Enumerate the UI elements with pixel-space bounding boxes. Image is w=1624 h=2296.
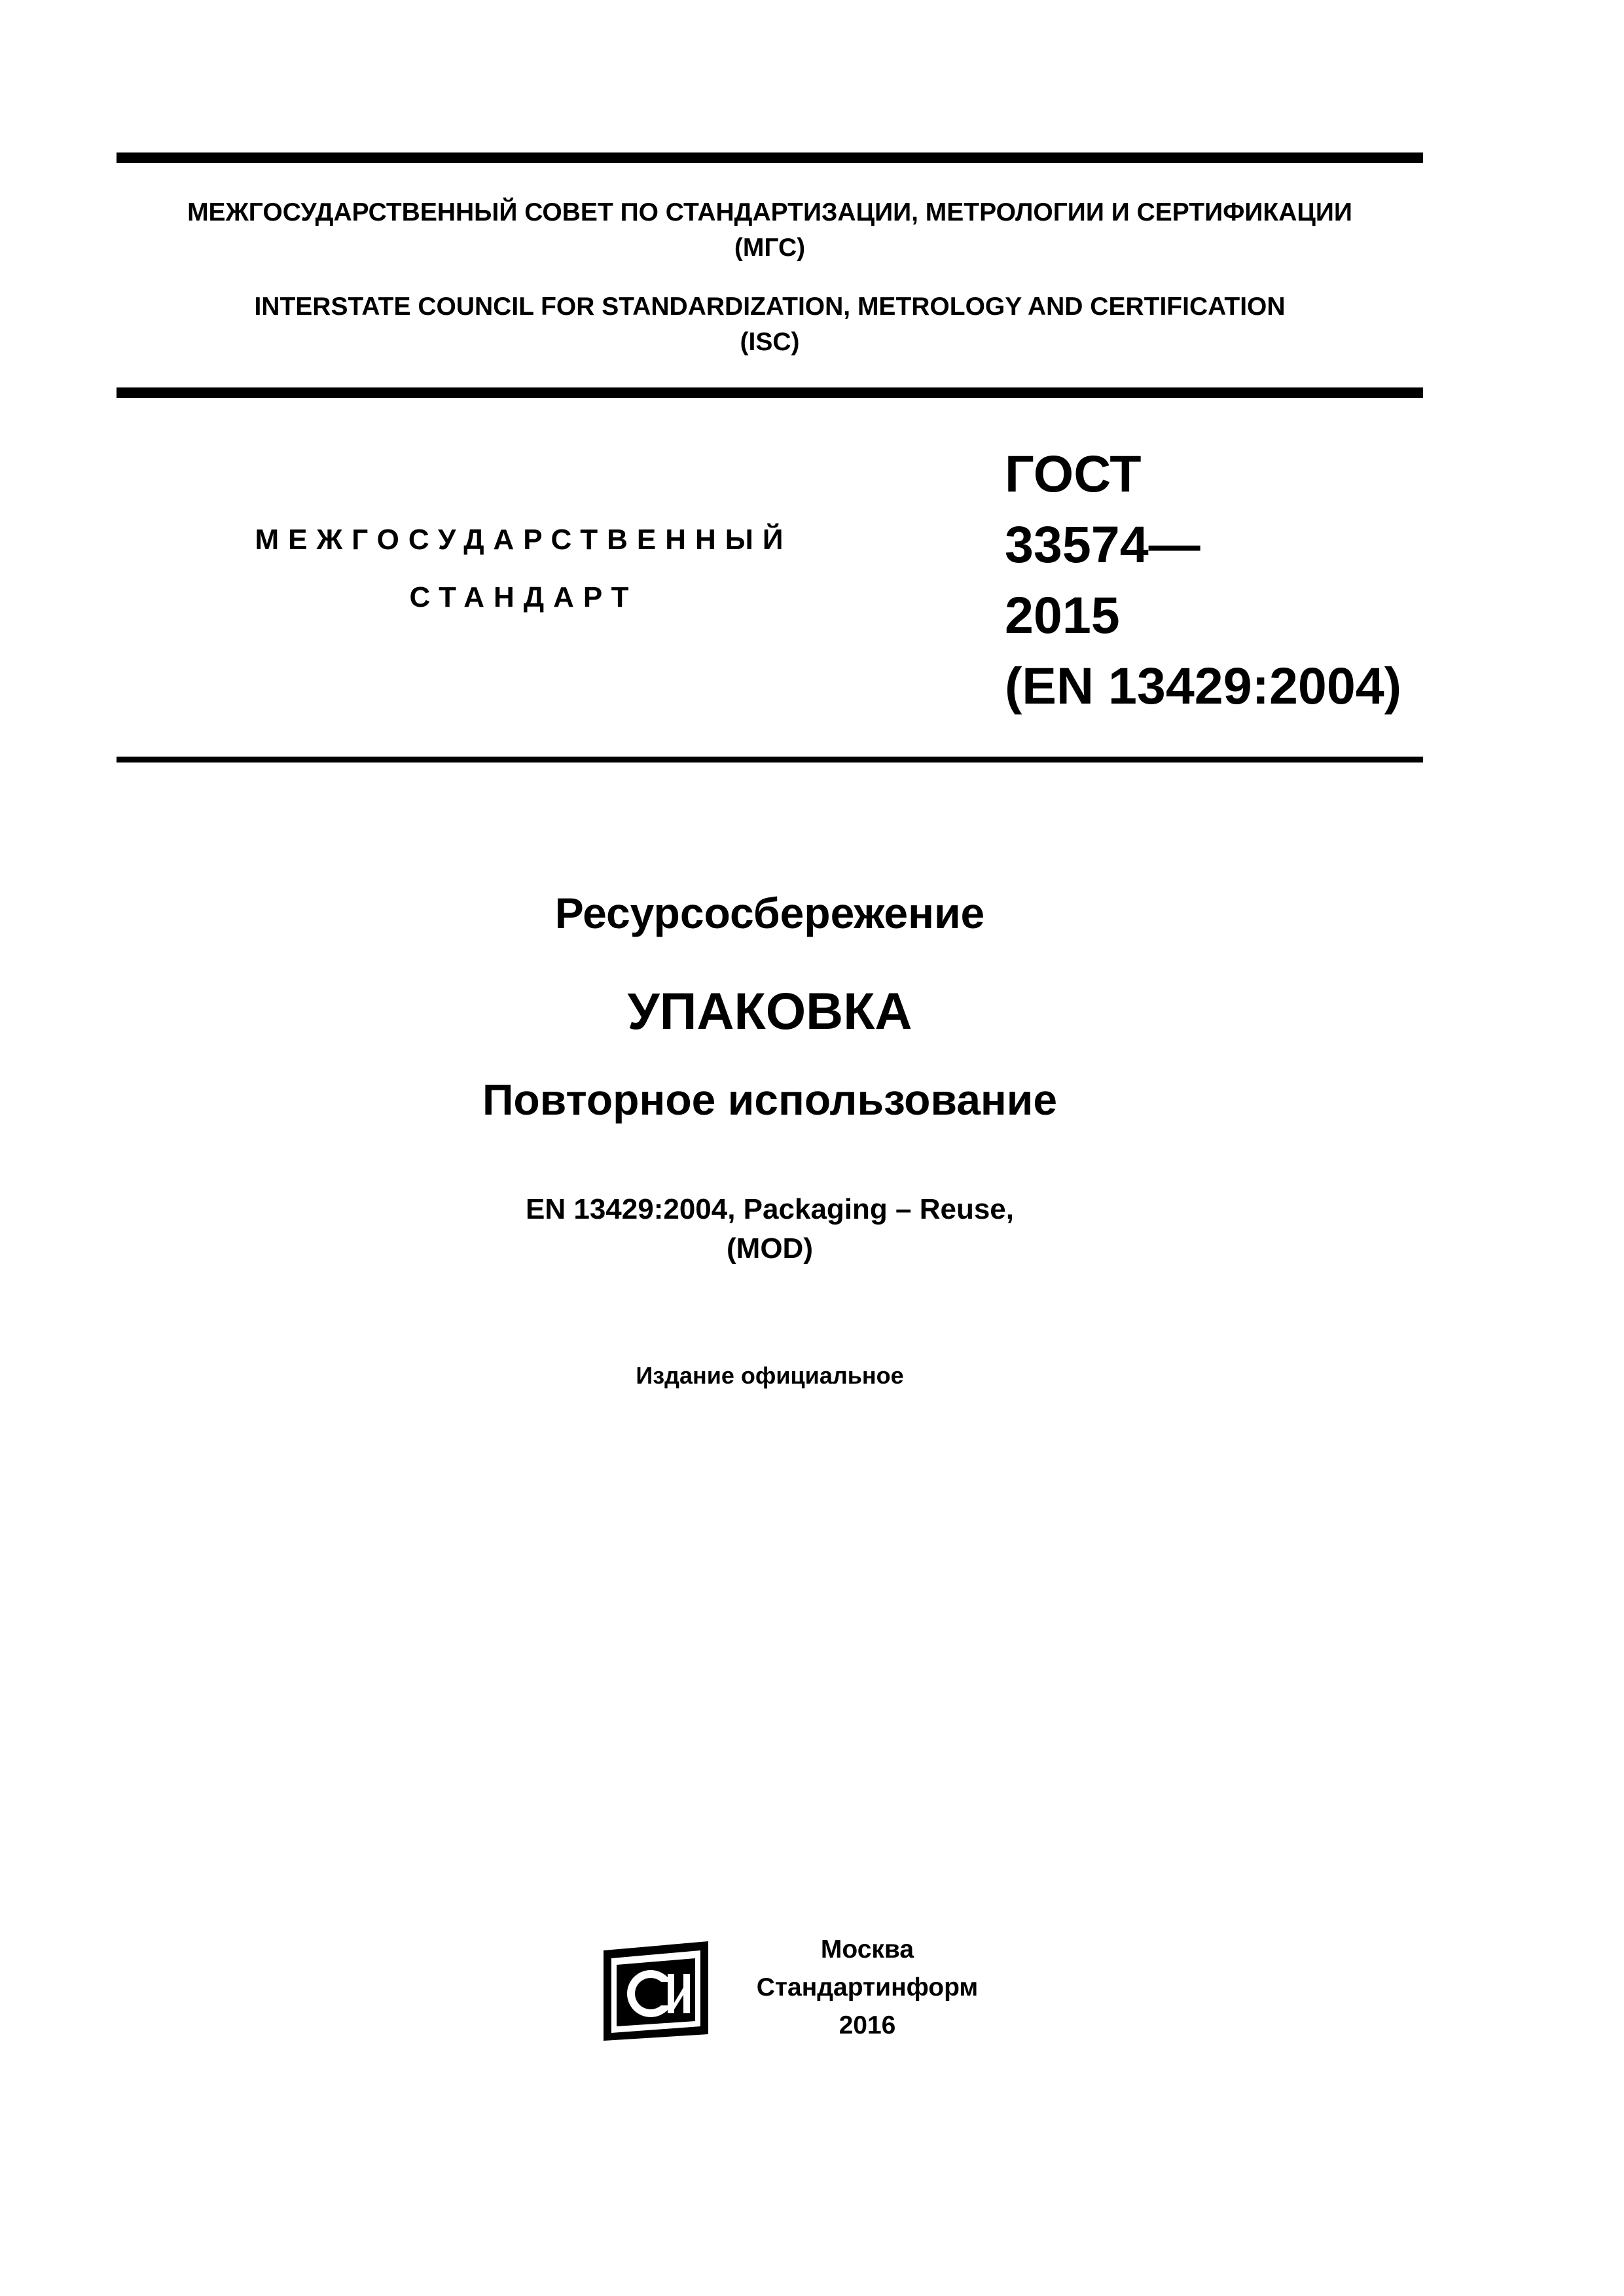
council-header-en [117, 289, 1423, 360]
council-header [117, 195, 1423, 266]
standard-designation [1005, 439, 1411, 721]
council-abbr-en: (ISC) [740, 328, 800, 356]
reference-line1: EN 13429:2004, Packaging – Reuse, [526, 1193, 1014, 1225]
reference-line2: (MOD) [727, 1232, 813, 1265]
publisher-imprint [720, 1931, 1015, 2045]
council-bottom-rule [117, 387, 1423, 398]
designation-number: 33574— [1005, 515, 1200, 573]
standard-kind-line2: СТАНДАРТ [409, 581, 638, 613]
standard-kind-line1: МЕЖГОСУДАРСТВЕННЫЙ [255, 524, 793, 556]
designation-year: 2015 [1005, 586, 1120, 644]
title-subtitle: Повторное использование [482, 1075, 1058, 1124]
edition-note: Издание официальное [636, 1362, 904, 1389]
standard-kind [196, 520, 851, 617]
designation-equivalent: (EN 13429:2004) [1005, 656, 1402, 715]
top-rule [117, 152, 1423, 163]
imprint-city: Москва [820, 1935, 914, 1964]
imprint-publisher: Стандартинформ [756, 1973, 979, 2001]
council-name-ru: МЕЖГОСУДАРСТВЕННЫЙ СОВЕТ ПО СТАНДАРТИЗАЦИИ, МЕТРОЛОГИИ И СЕРТИФИКАЦИИ [187, 198, 1352, 226]
title-theme: Ресурсосбережение [554, 889, 985, 937]
reference-standard [117, 1190, 1423, 1268]
designation-bottom-rule [117, 757, 1423, 762]
title-main: УПАКОВКА [627, 982, 912, 1040]
council-abbr-ru: (МГС) [734, 234, 806, 262]
standartinform-logo-icon [597, 1936, 715, 2046]
designation-prefix: ГОСТ [1005, 444, 1142, 503]
council-name-en: INTERSTATE COUNCIL FOR STANDARDIZATION, METROLOGY AND CERTIFICATION [254, 293, 1286, 321]
imprint-year: 2016 [839, 2011, 896, 2039]
